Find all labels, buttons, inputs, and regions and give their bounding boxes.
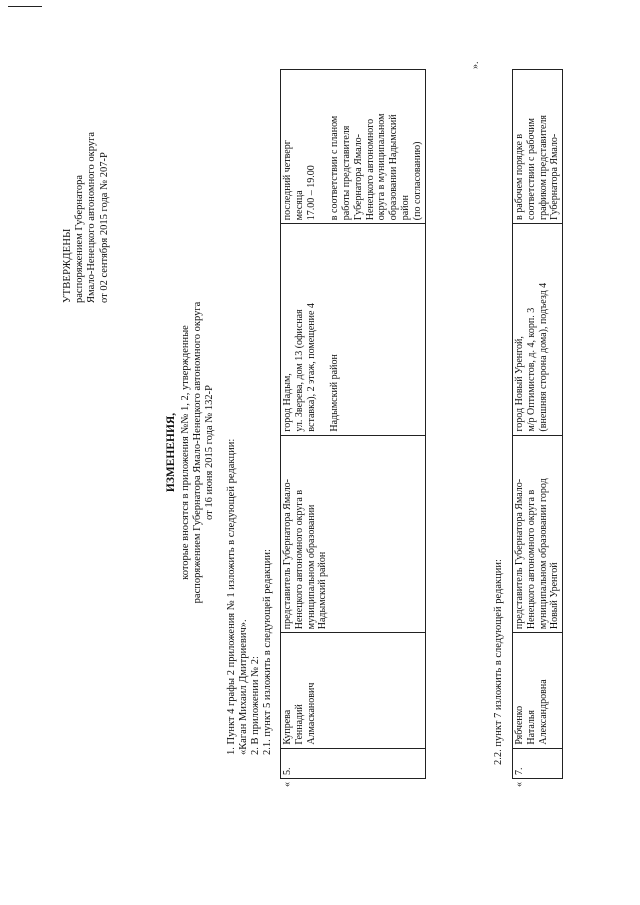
approval-block: [62, 132, 111, 303]
document-subtitle: от 16 июня 2015 года № 132-Р: [204, 385, 215, 520]
cell-address: город Надым, ул. Зверева, дом 13 (офисная вставка), 2 этаж, помещение 4 Надымский район: [281, 224, 426, 435]
cell-num: 5.: [281, 748, 426, 778]
approval-line: от 02 сентября 2015 года № 207-Р: [98, 152, 110, 303]
cell-name: Купрева Геннадий Алмасканович: [281, 633, 426, 748]
table-point-5: [280, 69, 426, 779]
document-subtitle: распоряжением Губернатора Ямало-Ненецкого автономного округа: [192, 301, 203, 604]
cell-num: 7.: [513, 748, 563, 778]
cell-role: представитель Губернатора Ямало- Ненецкого автономного округа в муниципальном образовании Надымский район: [281, 435, 426, 633]
open-quote: «: [514, 782, 525, 787]
paragraph-1: 1. Пункт 4 графы 2 приложения № 1 изложить в следующей редакции:: [226, 438, 237, 755]
approval-title: УТВЕРЖДЕНЫ: [62, 228, 73, 303]
close-quote: ».: [470, 61, 481, 69]
cell-schedule: в рабочем порядке в соответствии с рабочим графиком представителя Губернатора Ямало-: [513, 70, 563, 224]
cell-schedule: последний четверг месяца 17.00 – 19.00 в соответствии с планом работы представителя Губернатора Ямало- Ненецкого автономного округа в муниципальном образовании Надымский район (по согласованию): [281, 70, 426, 224]
open-quote: «: [282, 782, 293, 787]
table-row: [513, 70, 563, 779]
cell-name: Рябченко Наталья Александровна: [513, 633, 563, 748]
approval-line: распоряжением Губернатора: [74, 175, 86, 303]
approval-line: Ямало-Ненецкого автономного округа: [86, 131, 98, 303]
document-subtitle: которые вносятся в приложения №№ 1, 2, утвержденные: [180, 325, 191, 580]
table-row: [281, 70, 426, 779]
paragraph-2-1: 2.1. пункт 5 изложить в следующей редакции:: [262, 549, 273, 755]
paragraph-2: 2. В приложении № 2:: [250, 656, 261, 755]
cell-address: город Новый Уренгой, м/р Оптимистов, д. 4, корп. 3 (внешняя сторона дома), подъезд 4: [513, 223, 563, 435]
document-title: ИЗМЕНЕНИЯ,: [165, 412, 177, 493]
paragraph-1-text: «Каган Михаил Дмитриевич».: [238, 619, 249, 755]
paragraph-2-2: 2.2. пункт 7 изложить в следующей редакции:: [493, 559, 504, 765]
table-point-7: [512, 69, 563, 779]
cell-role: представитель Губернатора Ямало- Ненецкого автономного округа в муниципальном образовании город Новый Уренгой: [513, 435, 563, 633]
